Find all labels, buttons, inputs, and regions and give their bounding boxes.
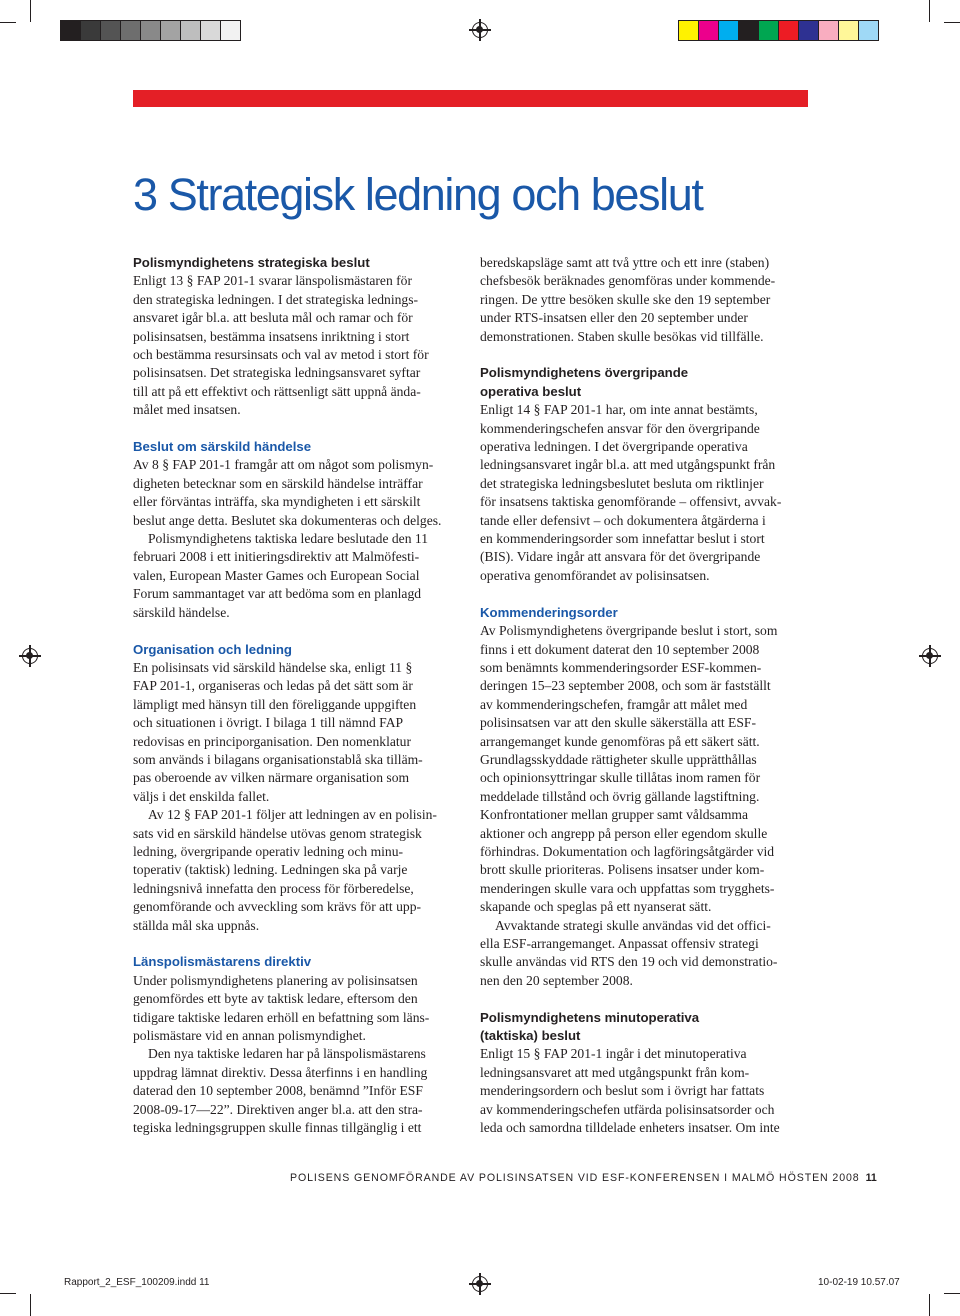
text-line: Den nya taktiske ledaren har på länspolismästarens	[148, 1046, 426, 1062]
section-heading: Kommenderingsorder	[480, 604, 618, 620]
page-footer	[290, 1172, 877, 1184]
text-line: (BIS). Vidare ingår att ansvara för det övergripande	[480, 549, 761, 565]
paragraph	[480, 917, 808, 991]
color-swatch	[778, 20, 799, 41]
crop-mark	[30, 0, 31, 22]
text-line: toperativ (taktisk) ledning. Ledningen ska på varje	[133, 862, 408, 878]
text-line: Enligt 13 § FAP 201-1 svarar länspolismästaren för	[133, 273, 413, 289]
registration-mark-icon	[472, 1276, 488, 1292]
text-line: skapande och speglas på ett nyanserat sätt.	[480, 899, 712, 915]
text-line: ställda mål ska uppnås.	[133, 917, 260, 933]
paragraph	[133, 806, 461, 935]
paragraph	[133, 972, 461, 1046]
text-line: 2008-09-17—22”. Direktiven anger bl.a. att den stra-	[133, 1101, 423, 1117]
color-swatch	[858, 20, 879, 41]
text-line: skulle användas vid RTS den 19 och vid demonstratio-	[480, 954, 778, 970]
crop-mark	[30, 1294, 31, 1316]
text-line: menderingsordern och beslut som i övrigt har fattats	[480, 1083, 765, 1099]
registration-mark-icon	[922, 648, 938, 664]
text-line: genomförande och avveckling som krävs för att upp-	[133, 899, 422, 915]
text-line: ledningsnivå innefatta den process för förberedelse,	[133, 880, 414, 896]
text-line: Enligt 15 § FAP 201-1 ingår i det minutoperativa	[480, 1046, 747, 1062]
paragraph	[480, 254, 808, 346]
text-line: under RTS-insatsen eller den 20 september under	[480, 310, 748, 326]
text-line: och situationen i övrigt. I bilaga 1 till nämnd FAP	[133, 715, 404, 731]
crop-mark	[944, 22, 960, 23]
crop-mark	[944, 1293, 960, 1294]
text-line: ledning, övergripande operativ ledning och minu-	[133, 843, 404, 859]
crop-mark	[0, 1293, 16, 1294]
text-line: Enligt 14 § FAP 201-1 har, om inte annat bestämts,	[480, 402, 758, 418]
text-line: målet med insatsen.	[133, 402, 241, 418]
text-line: chefsbesök beräknades genomföras under kommende-	[480, 273, 776, 289]
left-column	[133, 254, 461, 1137]
text-line: redovisas en principorganisation. Den nomenklatur	[133, 733, 411, 749]
running-title: POLISENS GENOMFÖRANDE AV POLISINSATSEN VID ESF-KONFERENSEN I MALMÖ HÖSTEN 2008	[290, 1172, 860, 1184]
text-line: polisinsatsen, bestämma insatsens inriktning i stort	[133, 328, 410, 344]
text-line: nen den 20 september 2008.	[480, 972, 633, 988]
text-line: arrangemanget kunde genomföras på ett säkert sätt.	[480, 733, 760, 749]
paragraph	[480, 1045, 808, 1137]
text-line: Polismyndighetens taktiska ledare beslutade den 11	[148, 531, 428, 547]
text-line: en kommenderingsorder som innefattar beslut i stort	[480, 531, 765, 547]
text-line: för insatsens taktiska genomförande – offensivt, avvak-	[480, 494, 782, 510]
text-line: polisinsatsen var att den skulle säkerställa att ESF-	[480, 715, 756, 731]
crop-mark	[0, 22, 16, 23]
paragraph	[480, 622, 808, 917]
text-line: och opinionsyttringar skulle tillåtas inom ramen för	[480, 770, 761, 786]
paragraph	[133, 659, 461, 806]
color-swatch	[838, 20, 859, 41]
text-line: ella ESF-arrangemanget. Anpassat offensiv strategi	[480, 936, 759, 951]
color-swatch	[798, 20, 819, 41]
slug-timestamp: 10-02-19 10.57.07	[818, 1277, 900, 1288]
text-line: tande eller defensivt – och dokumentera åtgärderna i	[480, 512, 766, 528]
color-swatch	[738, 20, 759, 41]
color-swatch	[180, 20, 201, 41]
right-column	[480, 254, 808, 1137]
text-line: Polismyndighetens övergripande	[480, 365, 689, 381]
section-heading: Beslut om särskild händelse	[133, 439, 312, 455]
color-swatch	[678, 20, 699, 41]
text-line: leda och samordna tilldelade enheters insatser. Om inte	[480, 1120, 780, 1136]
text-line: pas oberoende av vilken närmare organisation som	[133, 770, 410, 786]
text-line: ringen. De yttre besöken skulle ske den 19 september	[480, 291, 771, 307]
text-line: brott skulle prioriteras. Polisens insatser under kom-	[480, 862, 765, 878]
registration-mark-icon	[472, 22, 488, 38]
text-line: Forum sammantaget var att bedöma som en planlagd	[133, 586, 422, 602]
crop-mark	[929, 1294, 930, 1316]
text-line: till att på ett effektivt och rättsenligt sätt uppnå ända-	[133, 383, 421, 399]
color-swatch	[220, 20, 241, 41]
section-heading	[480, 1009, 808, 1046]
paragraph	[133, 530, 461, 622]
text-line: genomfördes ett byte av taktisk ledare, eftersom den	[133, 991, 418, 1007]
color-swatch	[160, 20, 181, 41]
text-line: tegiska ledningsgruppen skulle finnas tillgänglig i ett	[133, 1120, 422, 1136]
text-line: sats vid en särskild händelse utövas genom strategisk	[133, 825, 422, 841]
slug-filename: Rapport_2_ESF_100209.indd 11	[64, 1277, 210, 1288]
process-color-bar	[678, 20, 878, 41]
text-line: februari 2008 i ett initieringsdirektiv att Malmöfesti-	[133, 549, 420, 565]
text-line: av kommenderingschefen, framgår att målet med	[480, 696, 748, 712]
text-line: Av 8 § FAP 201-1 framgår att om något som polismyn-	[133, 457, 434, 473]
text-line: operativa genomförandet av polisinsatsen.	[480, 567, 710, 583]
text-line: Avvaktande strategi skulle användas vid det offici-	[495, 917, 771, 933]
text-line: ansvaret igår bl.a. att besluta mål och ramar och för	[133, 310, 413, 326]
paragraph	[133, 1045, 461, 1137]
text-line: En polisinsats vid särskild händelse ska, enligt 11 §	[133, 659, 413, 675]
text-line: aktioner och angrepp på person eller egendom skulle	[480, 825, 768, 841]
text-line: FAP 201-1, organiseras och ledas på det sätt som är	[133, 678, 413, 694]
section-heading	[480, 364, 808, 401]
color-swatch	[100, 20, 121, 41]
text-line: särskild händelse.	[133, 604, 230, 620]
text-line: valen, European Master Games och European Social	[133, 567, 420, 583]
registration-mark-icon	[22, 648, 38, 664]
page-number: 11	[865, 1172, 877, 1184]
text-line: Av 12 § FAP 201-1 följer att ledningen av en polisin-	[148, 807, 437, 823]
chapter-header-bar	[133, 90, 808, 107]
chapter-title: 3 Strategisk ledning och beslut	[133, 169, 703, 220]
paragraph	[133, 272, 461, 419]
color-swatch	[758, 20, 779, 41]
color-swatch	[60, 20, 81, 41]
text-line: polismästare vid en annan polismyndighet.	[133, 1028, 366, 1044]
text-line: beredskapsläge samt att två yttre och ett inre (staben)	[480, 255, 770, 270]
text-line: operativa ledningen. I det övergripande operativa	[480, 439, 748, 455]
text-line: Av Polismyndighetens övergripande beslut i stort, som	[480, 623, 778, 639]
text-line: den strategiska ledningen. I det strategiska lednings-	[133, 291, 419, 307]
color-swatch	[818, 20, 839, 41]
text-line: polisinsatsen. Det strategiska ledningsansvaret syftar	[133, 365, 421, 381]
text-line: Polismyndighetens minutoperativa	[480, 1009, 700, 1025]
text-line: det strategiska ledningsbeslutet besluta om riktlinjer	[480, 475, 764, 491]
text-line: demonstrationen. Staben skulle besökas vid tillfälle.	[480, 328, 764, 344]
color-swatch	[120, 20, 141, 41]
text-line: meddelade tillstånd och övrig gällande lagstiftning.	[480, 788, 760, 804]
text-line: Konfrontationer mellan grupper samt våldsamma	[480, 807, 749, 823]
text-line: ledningsansvaret att med utgångspunkt från kom-	[480, 1064, 750, 1080]
section-heading: Polismyndighetens strategiska beslut	[133, 255, 370, 270]
section-heading: Länspolismästarens direktiv	[133, 954, 312, 970]
section-heading: Organisation och ledning	[133, 641, 292, 657]
text-line: digheten betecknar som en särskild händelse inträffar	[133, 475, 423, 491]
text-line: som benämnts kommenderingsorder ESF-kommen-	[480, 659, 762, 675]
color-swatch	[200, 20, 221, 41]
text-line: menderingen skulle vara och uppfattas som trygghets-	[480, 880, 775, 896]
paragraph	[133, 456, 461, 530]
text-line: förhindras. Dokumentation och lagföringsåtgärder vid	[480, 843, 775, 859]
text-line: som används i bilagans organisationstablå ska tilläm-	[133, 751, 423, 767]
text-line: av kommenderingschefen utfärda polisinsatsorder och	[480, 1101, 775, 1117]
text-line: deringen 15–23 september 2008, och som är fastställt	[480, 678, 771, 694]
text-line: eller förväntas inträffa, ska myndigheten i ett särskilt	[133, 494, 421, 510]
paragraph	[480, 401, 808, 585]
text-line: operativa beslut	[480, 383, 582, 399]
text-line: beslut ange detta. Beslutet ska dokumenteras och delges.	[133, 512, 442, 528]
text-line: ledningsansvaret ingår bl.a. att med utgångspunkt från	[480, 457, 776, 473]
color-swatch	[698, 20, 719, 41]
text-line: kommenderingschefen ansvar för den övergripande	[480, 420, 760, 436]
text-line: väljs i det enskilda fallet.	[133, 788, 270, 804]
text-line: och bestämma resursinsats och val av metod i stort för	[133, 347, 429, 363]
color-swatch	[80, 20, 101, 41]
text-line: Grundlagsskyddade rättigheter skulle upprätthållas	[480, 751, 757, 767]
color-swatch	[718, 20, 739, 41]
text-line: finns i ett dokument daterat den 10 september 2008	[480, 641, 760, 657]
text-line: (taktiska) beslut	[480, 1028, 581, 1044]
text-line: daterad den 10 september 2008, benämnd ”Inför ESF	[133, 1083, 423, 1099]
text-line: uppdrag lämnat direktiv. Dessa återfinns i en handling	[133, 1064, 428, 1080]
color-swatch	[140, 20, 161, 41]
grayscale-color-bar	[60, 20, 240, 41]
text-line: tidigare taktiske ledaren erhöll en befattning som läns-	[133, 1009, 430, 1025]
text-line: lämpligt med hänsyn till den föreliggande uppgiften	[133, 696, 417, 712]
crop-mark	[929, 0, 930, 22]
text-line: Under polismyndighetens planering av polisinsatsen	[133, 972, 418, 988]
